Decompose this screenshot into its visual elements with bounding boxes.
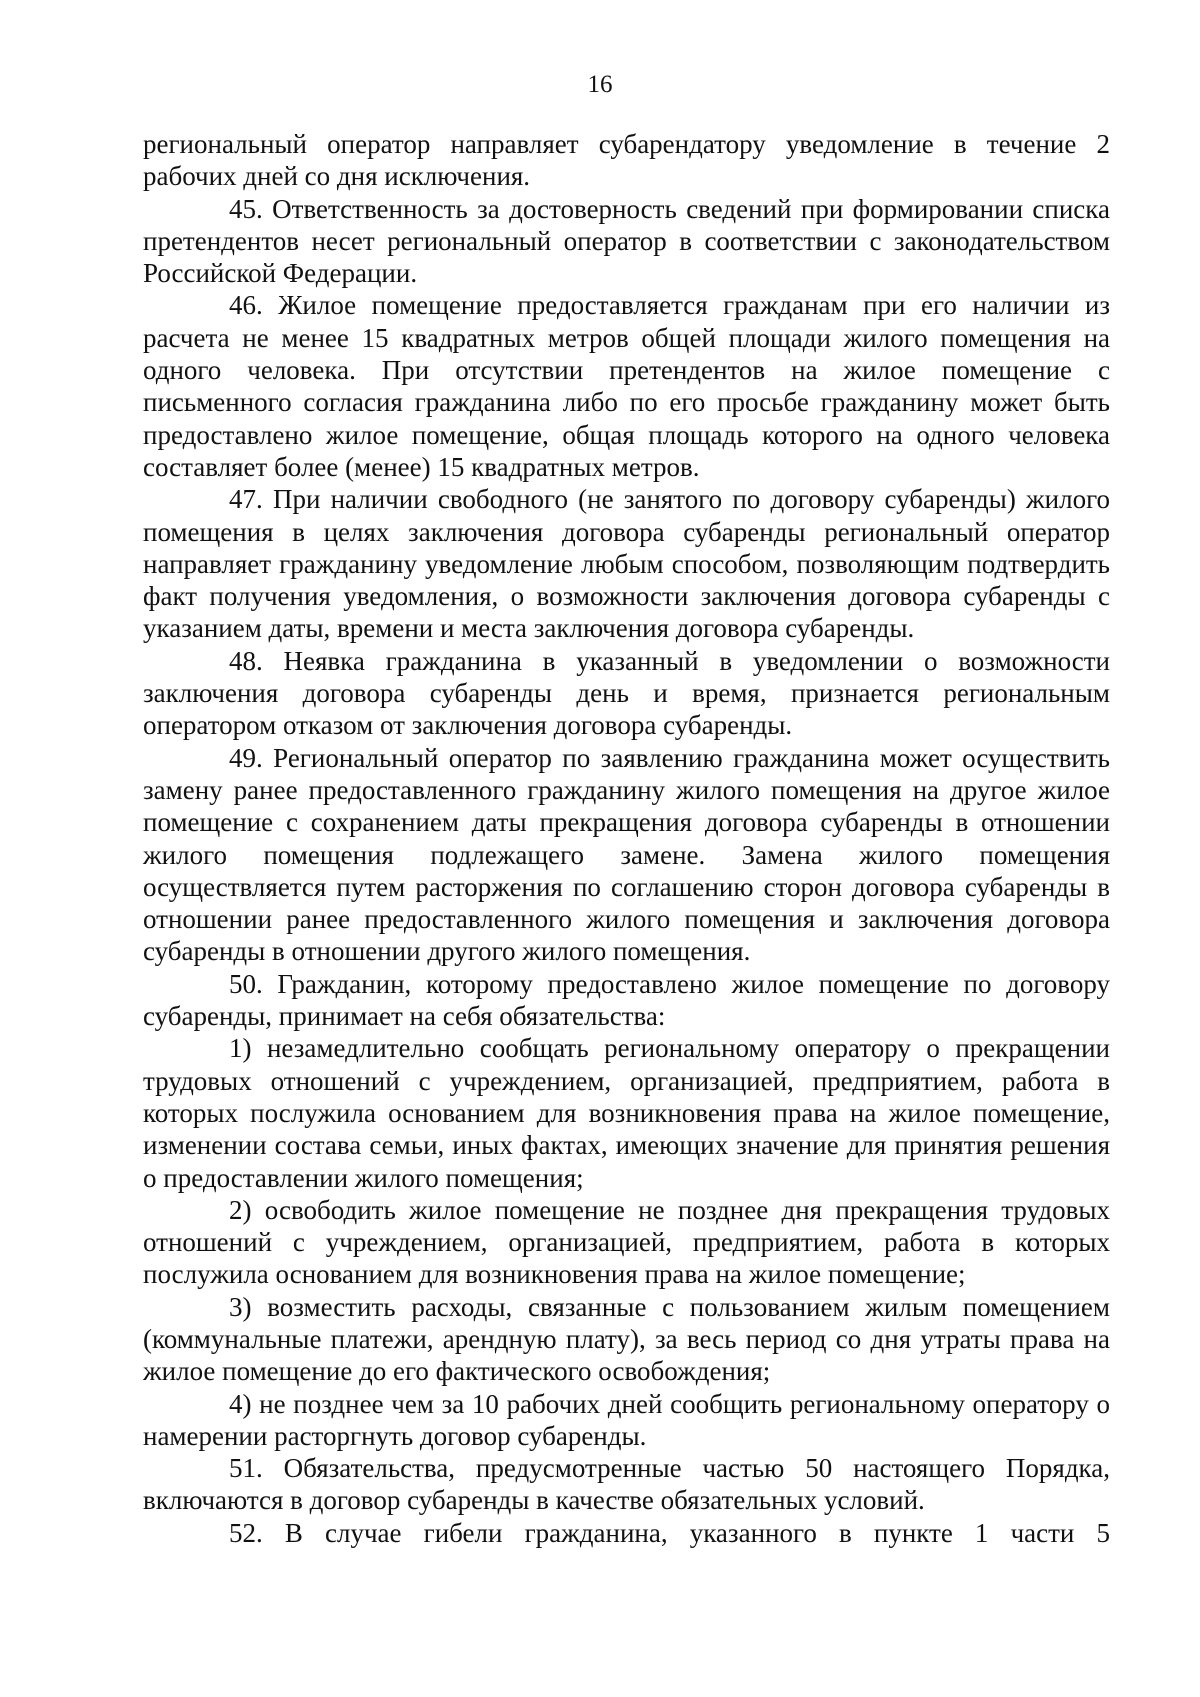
paragraph: 52. В случае гибели гражданина, указанного в пункте 1 части 5 — [229, 1517, 1110, 1548]
paragraph: 4) не позднее чем за 10 рабочих дней сообщить региональному оператору о намерении расторгнуть договор субаренды. — [143, 1388, 1110, 1451]
paragraph: 49. Региональный оператор по заявлению гражданина может осуществить замену ранее предоставленного гражданину жилого помещения на другое жилое помещение с сохранением даты прекращения договора субаренды в отношении жилого помещения подлежащего замене. Замена жилого помещения осуществляется путем расторжения по соглашению сторон договора субаренды в отношении ранее предоставленного жилого помещения и заключения договора субаренды в отношении другого жилого помещения. — [143, 742, 1110, 967]
paragraph: 51. Обязательства, предусмотренные частью 50 настоящего Порядка, включаются в договор субаренды в качестве обязательных условий. — [143, 1453, 1110, 1516]
paragraph: 45. Ответственность за достоверность сведений при формировании списка претендентов несет региональный оператор в соответствии с законодательством Российской Федерации. — [143, 193, 1110, 289]
page-number: 16 — [587, 71, 613, 98]
paragraph: 50. Гражданин, которому предоставлено жилое помещение по договору субаренды, принимает на себя обязательства: — [143, 968, 1110, 1032]
paragraph: 3) возместить расходы, связанные с пользованием жилым помещением (коммунальные платежи, арендную плату), за весь период со дня утраты права на жилое помещение до его фактического освобождения; — [143, 1291, 1110, 1387]
document-body — [143, 128, 1110, 1549]
paragraph: 47. При наличии свободного (не занятого по договору субаренды) жилого помещения в целях заключения договора субаренды региональный оператор направляет гражданину уведомление любым способом, позволяющим подтвердить факт получения уведомления, о возможности заключения договора субаренды с указанием даты, времени и места заключения договора субаренды. — [143, 484, 1110, 644]
paragraph: 48. Неявка гражданина в указанный в уведомлении о возможности заключения договора субаренды день и время, признается региональным оператором отказом от заключения договора субаренды. — [143, 645, 1110, 741]
paragraph: 46. Жилое помещение предоставляется гражданам при его наличии из расчета не менее 15 квадратных метров общей площади жилого помещения на одного человека. При отсутствии претендентов на жилое помещение с письменного согласия гражданина либо по его просьбе гражданину может быть предоставлено жилое помещение, общая площадь которого на одного человека составляет более (менее) 15 квадратных метров. — [143, 290, 1110, 482]
paragraph: 2) освободить жилое помещение не позднее дня прекращения трудовых отношений с учреждением, организацией, предприятием, работа в которых послужила основанием для возникновения права на жилое помещение; — [143, 1194, 1110, 1290]
paragraph: региональный оператор направляет субарендатору уведомление в течение 2 рабочих дней со дня исключения. — [143, 129, 1110, 192]
paragraph: 1) незамедлительно сообщать региональному оператору о прекращении трудовых отношений с учреждением, организацией, предприятием, работа в которых послужила основанием для возникновения права на жилое помещение, изменении состава семьи, иных фактах, имеющих значение для принятия решения о предоставлении жилого помещения; — [143, 1033, 1110, 1193]
